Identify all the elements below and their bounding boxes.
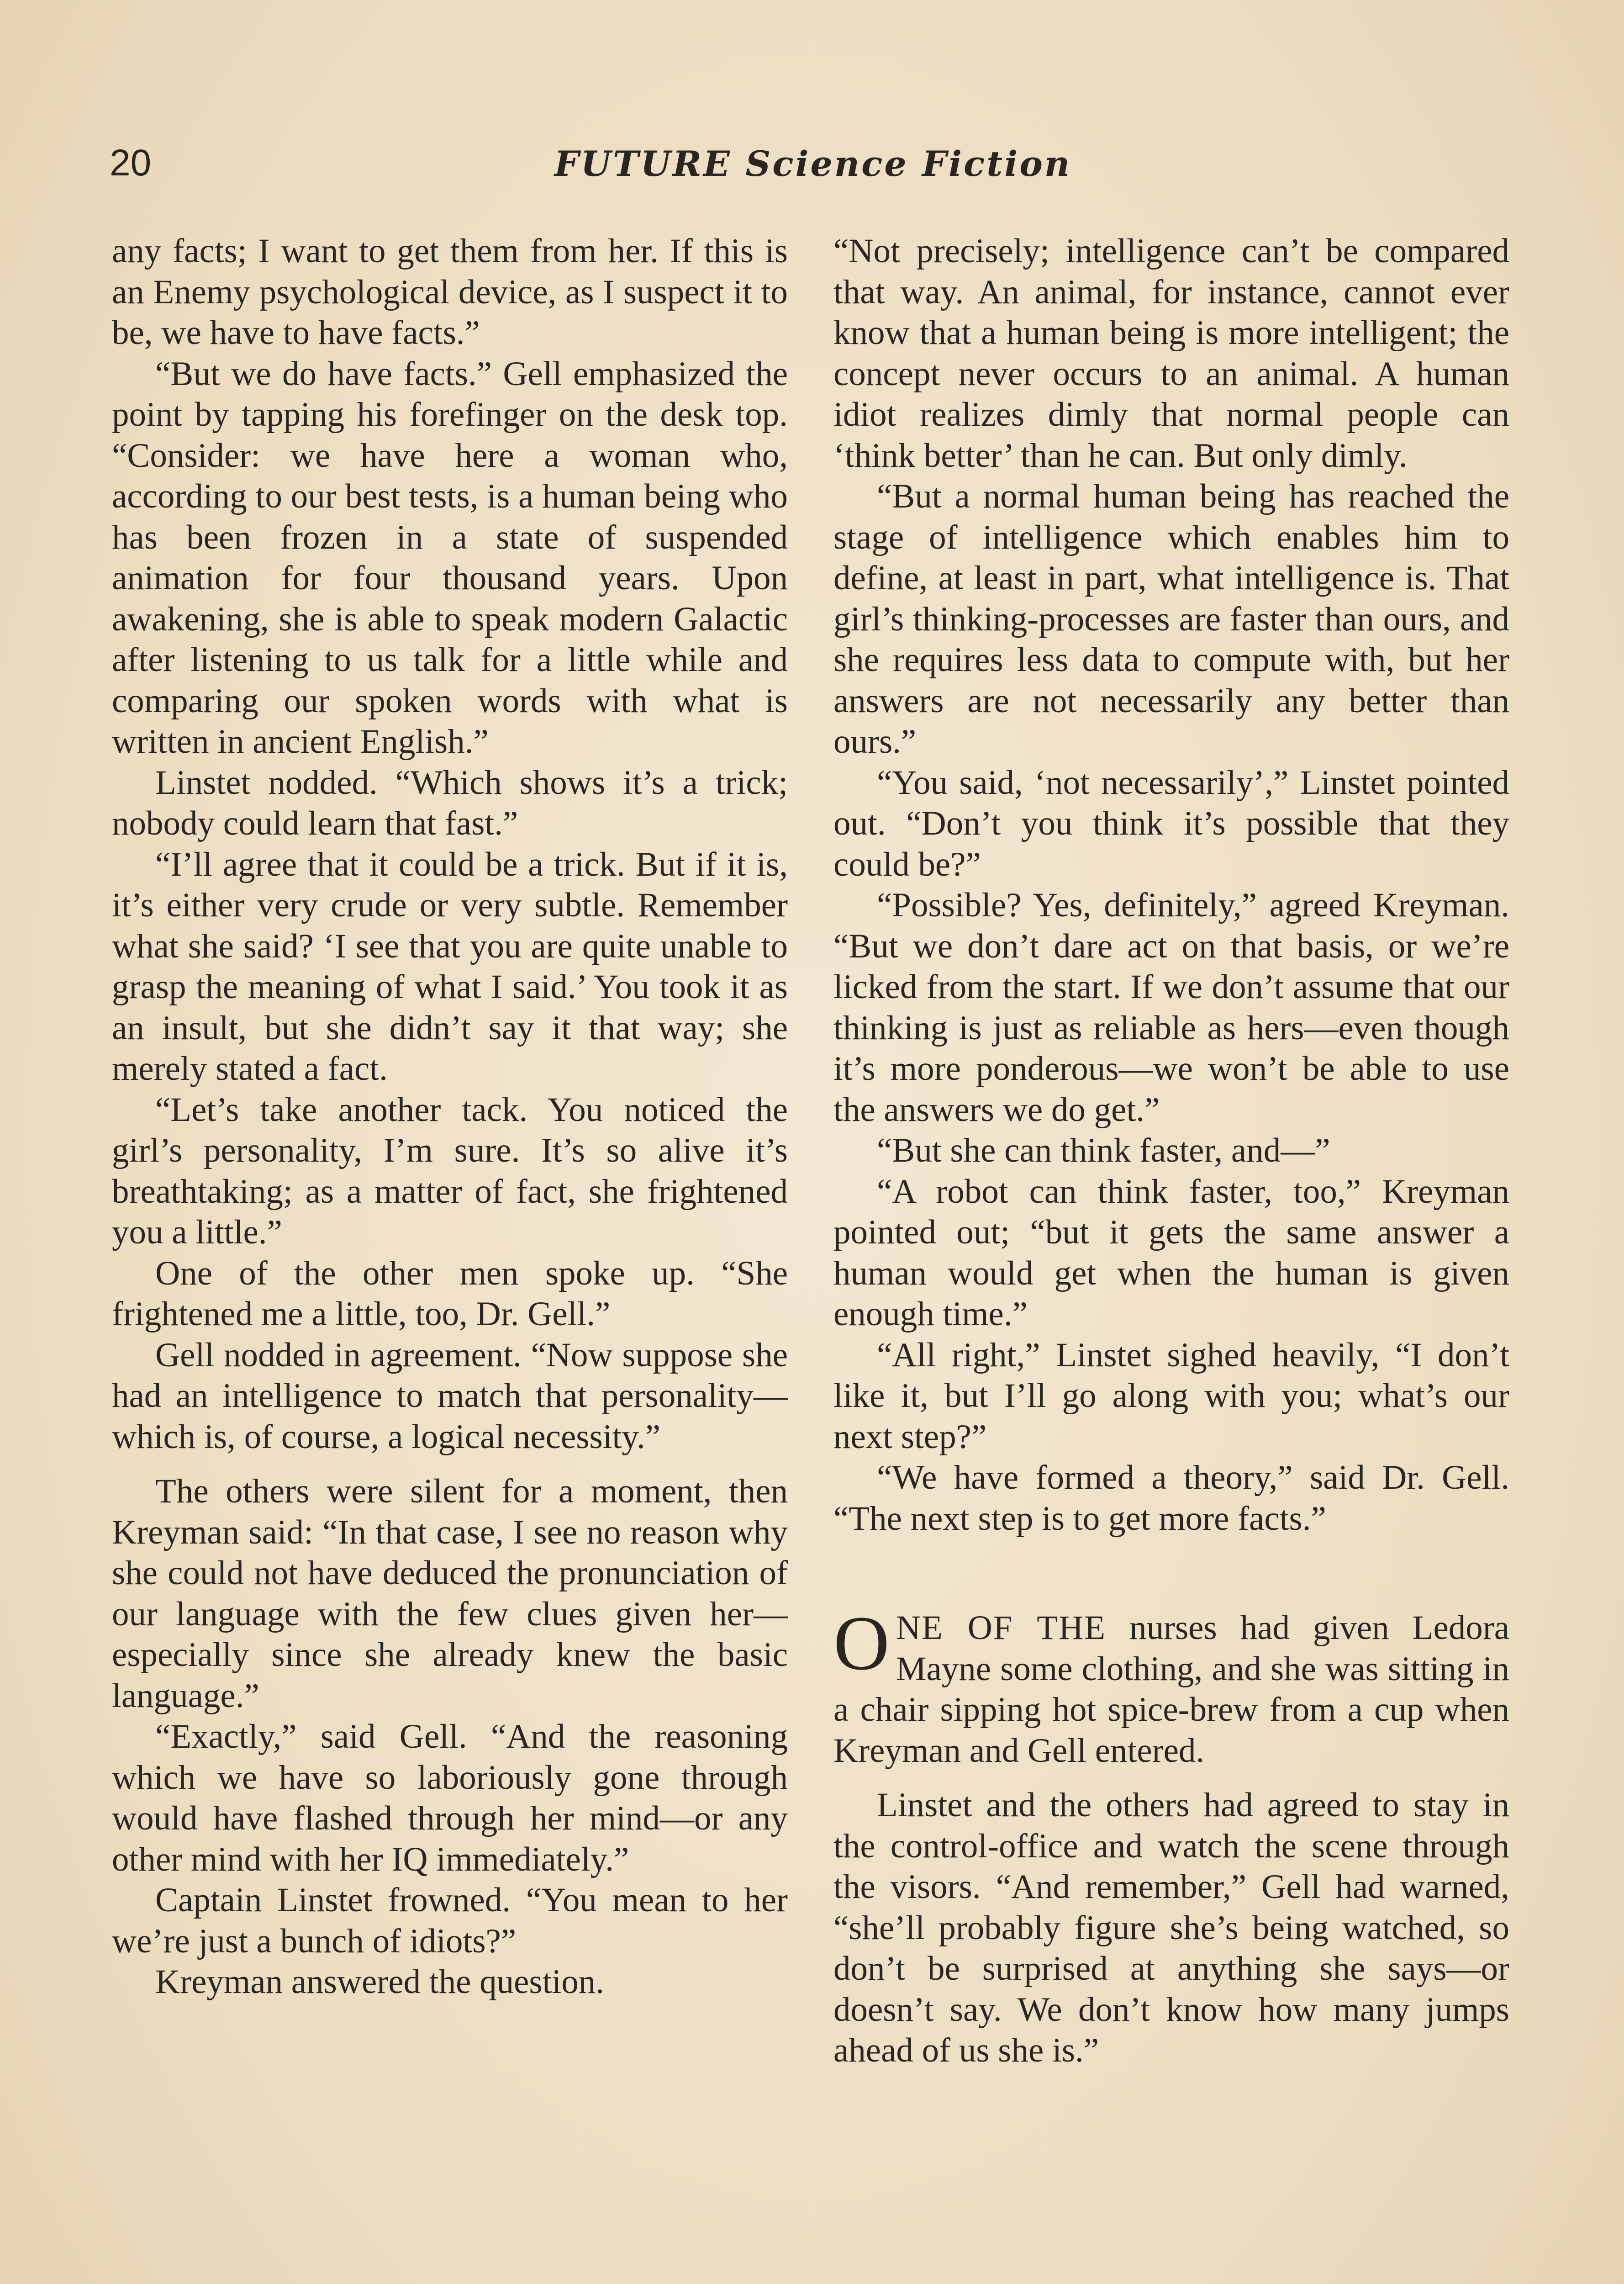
paragraph: Linstet and the others had agreed to stay in the control-office and watch the scene through the visors. “And remember,” Gell had warned, “she’ll probably figure she’s being watched, so don’t be surprised at anything she says—or doesn’t say. We don’t know how many jumps ahead of us she is.” bbox=[833, 1786, 1509, 2069]
paragraph: “Exactly,” said Gell. “And the reasoning which we have so laboriously gone through would have flashed through her mind—or any other mind with her IQ immediately.” bbox=[112, 1718, 788, 1878]
left-column bbox=[112, 231, 788, 2003]
paragraph: “But she can think faster, and—” bbox=[877, 1131, 1330, 1169]
paragraph: “But we do have facts.” Gell emphasized the point by tapping his forefinger on the desk top. “Consider: we have here a woman who, according to our best tests, is a human being who has been frozen in a state of suspended animation for four thousand years. Upon awakening, she is able to speak modern Galactic after listening to us talk for a little while and comparing our spoken words with what is written in ancient English.” bbox=[112, 354, 788, 761]
paragraph: “You said, ‘not necessarily’,” Linstet pointed out. “Don’t you think it’s possible that they could be?” bbox=[833, 763, 1509, 883]
page-header bbox=[110, 142, 1516, 201]
paragraph-text: nurses had given Ledora Mayne some clothing, and she was sitting in a chair sipping hot spice-brew from a cup when Kreyman and Gell entered. bbox=[833, 1609, 1509, 1770]
paragraph: “Let’s take another tack. You noticed the girl’s personality, I’m sure. It’s so alive it’s breathtaking; as a matter of fact, she frightened you a little.” bbox=[112, 1090, 788, 1251]
paragraph: “We have formed a theory,” said Dr. Gell. “The next step is to get more facts.” bbox=[833, 1459, 1509, 1538]
paragraph: “A robot can think faster, too,” Kreyman pointed out; “but it gets the same answer a human would get when the human is given enough time.” bbox=[833, 1172, 1509, 1333]
paragraph: “All right,” Linstet sighed heavily, “I don’t like it, but I’ll go along with you; what’s our next step?” bbox=[833, 1336, 1509, 1456]
drop-cap: O bbox=[833, 1600, 890, 1686]
running-title: FUTURE Science Fiction bbox=[554, 143, 1072, 184]
paragraph: Gell nodded in agreement. “Now suppose she had an intelligence to match that personality—which is, of course, a logical necessity.” bbox=[112, 1336, 788, 1456]
right-column bbox=[833, 231, 1509, 2071]
paragraph: “I’ll agree that it could be a trick. But if it is, it’s either very crude or very subtle. Remember what she said? ‘I see that you are quite unable to grasp the meaning of what I said.’ You took it as an insult, but she didn’t say it that way; she merely stated a fact. bbox=[112, 845, 788, 1088]
section-opening-paragraph bbox=[833, 1600, 1509, 1771]
small-caps-lead: NE OF THE bbox=[896, 1609, 1107, 1647]
paragraph: Captain Linstet frowned. “You mean to her we’re just a bunch of idiots?” bbox=[112, 1881, 788, 1960]
paragraph: The others were silent for a moment, then Kreyman said: “In that case, I see no reason why she could not have deduced the pronunciation of our language with the few clues given her—especially since she already knew the basic language.” bbox=[112, 1472, 788, 1715]
paragraph: “Not precisely; intelligence can’t be compared that way. An animal, for instance, cannot ever know that a human being is more intelligent; the concept never occurs to an animal. A human idiot realizes dimly that normal people can ‘think better’ than he can. But only dimly. bbox=[833, 232, 1509, 475]
paragraph: Kreyman answered the question. bbox=[155, 1963, 605, 2001]
paragraph: any facts; I want to get them from her. If this is an Enemy psychological device, as I suspect it to be, we have to have facts.” bbox=[112, 232, 788, 352]
paragraph: “Possible? Yes, definitely,” agreed Kreyman. “But we don’t dare act on that basis, or we’re licked from the start. If we don’t assume that our thinking is just as reliable as hers—even though it’s more ponderous—we won’t be able to use the answers we do get.” bbox=[833, 886, 1509, 1129]
paragraph: “But a normal human being has reached the stage of intelligence which enables him to define, at least in part, what intelligence is. That girl’s thinking-processes are faster than ours, and she requires less data to compute with, but her answers are not necessarily any better than ours.” bbox=[833, 477, 1509, 761]
page-number: 20 bbox=[110, 142, 152, 184]
paragraph: One of the other men spoke up. “She frightened me a little, too, Dr. Gell.” bbox=[112, 1254, 788, 1333]
paragraph: Linstet nodded. “Which shows it’s a trick; nobody could learn that fast.” bbox=[112, 763, 788, 842]
